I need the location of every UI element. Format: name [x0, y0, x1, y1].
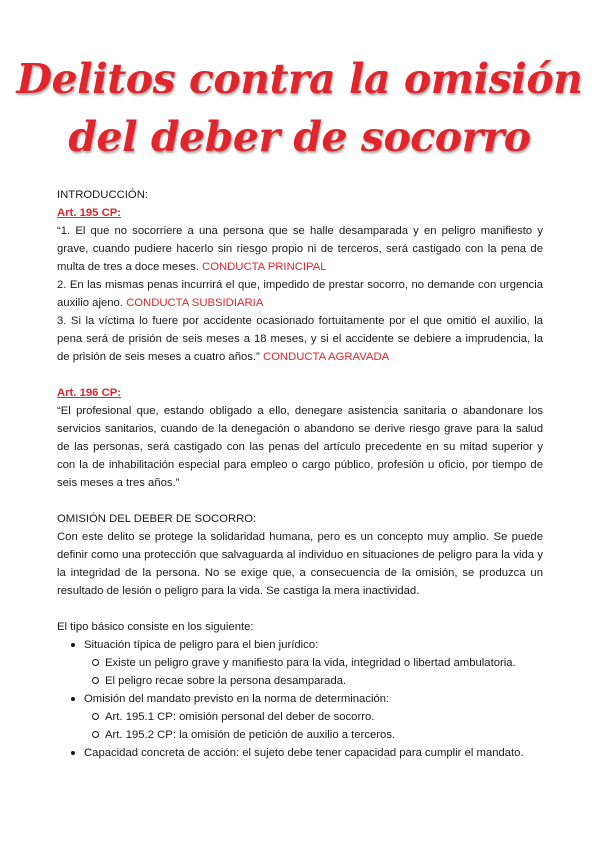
tipo-basico-list [57, 636, 543, 762]
art-196-label: Art. 196 CP: [57, 387, 122, 399]
art-195-paragraph-2 [57, 276, 543, 312]
sub-list-item: Art. 195.1 CP: omisión personal del deber de socorro. [84, 708, 543, 726]
sub-list-item: El peligro recae sobre la persona desamparada. [84, 672, 543, 690]
sub-list [84, 708, 543, 744]
section-heading-omision: OMISIÓN DEL DEBER DE SOCORRO: [57, 513, 257, 525]
list-item [57, 636, 543, 690]
title-line-2: del deber de socorro [68, 113, 531, 161]
list-item-label: Omisión del mandato previsto en la norma de determinación: [84, 693, 390, 705]
list-item [57, 744, 543, 762]
document-title [0, 50, 599, 166]
art-195-p2-text: 2. En las mismas penas incurrirá el que, impedido de prestar socorro, no demande con urgencia auxilio ajeno. [57, 279, 543, 309]
art-195-label: Art. 195 CP: [57, 207, 122, 219]
art-195-p3-text: 3. Si la víctima lo fuere por accidente ocasionado fortuitamente por el que omitió el auxilio, la pena será de prisión de seis meses a 18 meses, y si el accidente se debiere a imprudencia, la de prisión de seis meses a cuatro años.” [57, 315, 543, 363]
omision-paragraph: Con este delito se protege la solidaridad humana, pero es un concepto muy amplio. Se puede definir como una protección que salvaguarda al individuo en situaciones de peligro para la vida y la integridad de la persona. No se exige que, a consecuencia de la omisión, se produzca un resultado de lesión o peligro para la vida. Se castiga la mera inactividad. [57, 531, 543, 597]
art-195-paragraph-3 [57, 312, 543, 366]
art-195-p1-text: “1. El que no socorriere a una persona que se halle desamparada y en peligro manifiesto y grave, cuando pudiere hacerlo sin riesgo propio ni de terceros, será castigado con la pena de multa de tres a doce meses. [57, 225, 543, 273]
conducta-subsidiaria-tag: CONDUCTA SUBSIDIARIA [126, 297, 264, 309]
art-195-paragraph-1 [57, 222, 543, 276]
sub-list-item: Art. 195.2 CP: la omisión de petición de auxilio a terceros. [84, 726, 543, 744]
art-196-paragraph: “El profesional que, estando obligado a ello, denegare asistencia sanitaria o abandonare los servicios sanitarios, cuando de la denegación o abandono se derive riesgo grave para la salud de las personas, será castigado con las penas del artículo precedente en su mitad superior y con la de inhabilitación especial para empleo o cargo público, profesión u oficio, por tiempo de seis meses a tres años.” [57, 405, 543, 489]
tipo-basico-intro: El tipo básico consiste en los siguiente: [57, 621, 254, 633]
conducta-principal-tag: CONDUCTA PRINCIPAL [202, 261, 327, 273]
conducta-agravada-tag: CONDUCTA AGRAVADA [262, 351, 390, 363]
list-item-label: Capacidad concreta de acción: el sujeto debe tener capacidad para cumplir el mandato. [84, 747, 524, 759]
section-heading-introduccion: INTRODUCCIÓN: [57, 189, 148, 201]
sub-list [84, 654, 543, 690]
list-item-label: Situación típica de peligro para el bien jurídico: [84, 639, 319, 651]
sub-list-item: Existe un peligro grave y manifiesto para la vida, integridad o libertad ambulatoria. [84, 654, 543, 672]
document-body [57, 186, 543, 762]
list-item [57, 690, 543, 744]
title-line-1: Delitos contra la omisión [16, 55, 583, 103]
